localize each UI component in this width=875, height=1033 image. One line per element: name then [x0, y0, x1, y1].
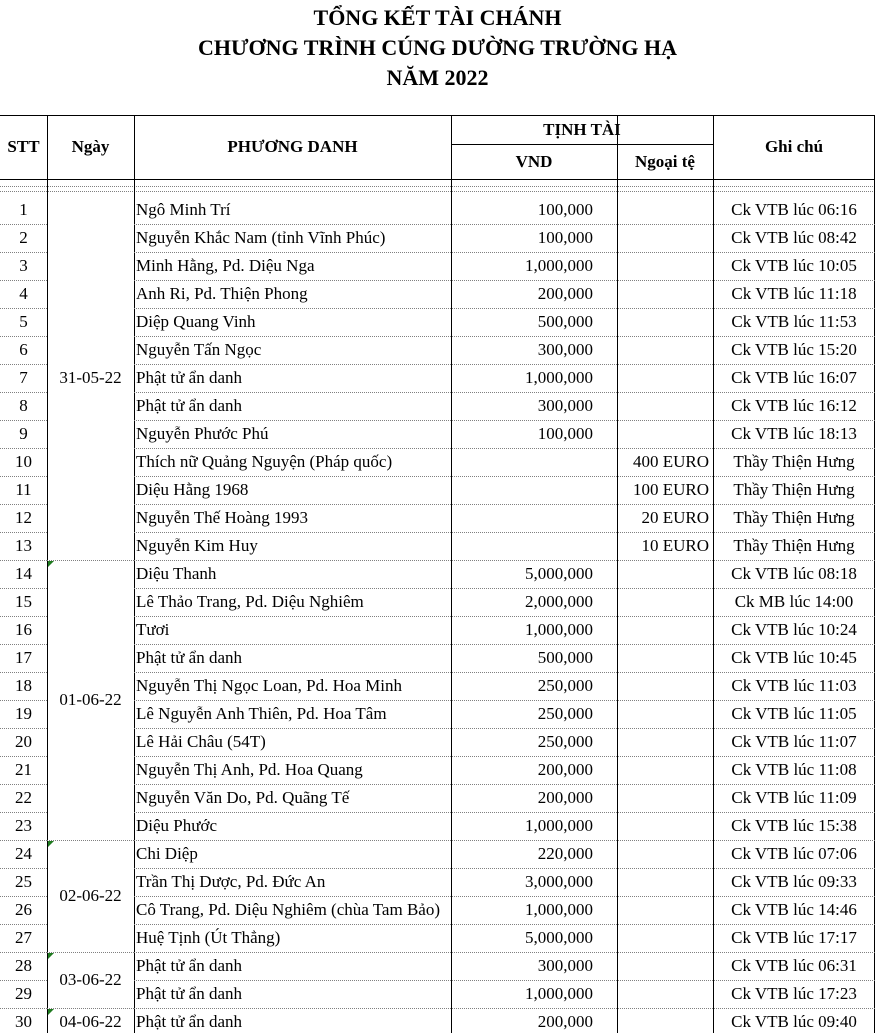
- row-vnd: 220,000: [537, 844, 593, 863]
- row-vnd: 100,000: [537, 228, 593, 247]
- row-name: Trần Thị Dược, Pd. Đức An: [136, 872, 326, 891]
- row-vnd: 300,000: [537, 956, 593, 975]
- row-foreign: [617, 728, 713, 756]
- header-foreign: Ngoại tệ: [635, 151, 695, 171]
- row-stt: 26: [15, 900, 32, 919]
- row-stt: 20: [15, 732, 32, 751]
- row-name: Nguyễn Thế Hoàng 1993: [136, 508, 309, 527]
- row-foreign: 20 EURO: [641, 508, 709, 527]
- row-stt: 5: [19, 312, 28, 331]
- row-note: Ck VTB lúc 10:05: [731, 256, 857, 275]
- comment-indicator-icon: [48, 1009, 54, 1015]
- row-date: 31-05-22: [59, 368, 122, 387]
- row-vnd: 300,000: [537, 340, 593, 359]
- grid-line: [0, 186, 875, 187]
- grid-line: [451, 144, 713, 145]
- row-vnd: 2,000,000: [525, 592, 593, 611]
- row-note: Ck VTB lúc 10:24: [731, 620, 857, 639]
- row-name: Nguyễn Thị Ngọc Loan, Pd. Hoa Minh: [136, 676, 402, 695]
- row-stt: 8: [19, 396, 28, 415]
- comment-indicator-icon: [48, 561, 54, 567]
- row-foreign: [617, 196, 713, 224]
- row-vnd: 500,000: [537, 648, 593, 667]
- row-note: Ck VTB lúc 11:18: [731, 284, 857, 303]
- row-note: Ck VTB lúc 09:33: [731, 872, 857, 891]
- comment-indicator-icon: [48, 953, 54, 959]
- row-foreign: [617, 616, 713, 644]
- row-stt: 22: [15, 788, 32, 807]
- row-date: 04-06-22: [59, 1012, 122, 1031]
- row-foreign: [617, 588, 713, 616]
- row-note: Ck VTB lúc 09:40: [731, 1012, 857, 1031]
- row-foreign: [617, 840, 713, 868]
- donation-table: [0, 115, 875, 1033]
- row-note: Ck VTB lúc 08:42: [731, 228, 857, 247]
- row-note: Ck VTB lúc 17:23: [731, 984, 857, 1003]
- row-note: Ck MB lúc 14:00: [734, 592, 854, 611]
- header-stt: STT: [7, 137, 40, 156]
- row-foreign: [617, 672, 713, 700]
- row-vnd: 3,000,000: [525, 872, 593, 891]
- row-name: Nguyễn Phước Phú: [136, 424, 269, 443]
- row-note: Thầy Thiện Hưng: [733, 536, 855, 555]
- row-name: Phật tử ẩn danh: [136, 984, 243, 1003]
- row-name: Nguyễn Thị Anh, Pd. Hoa Quang: [136, 760, 363, 779]
- row-vnd: 300,000: [537, 396, 593, 415]
- row-stt: 9: [19, 424, 28, 443]
- row-stt: 10: [15, 452, 32, 471]
- row-note: Ck VTB lúc 08:18: [731, 564, 857, 583]
- row-stt: 4: [19, 284, 28, 303]
- row-vnd: 250,000: [537, 704, 593, 723]
- row-vnd: 200,000: [537, 284, 593, 303]
- row-foreign: [617, 784, 713, 812]
- row-stt: 18: [15, 676, 32, 695]
- row-vnd: 200,000: [537, 760, 593, 779]
- header-amount-group: TỊNH TÀI: [543, 119, 621, 139]
- row-vnd: 1,000,000: [525, 816, 593, 835]
- row-vnd: 5,000,000: [525, 564, 593, 583]
- row-stt: 30: [15, 1012, 32, 1031]
- row-name: Diệu Thanh: [136, 564, 217, 583]
- row-foreign: [617, 980, 713, 1008]
- row-note: Thầy Thiện Hưng: [733, 508, 855, 527]
- row-stt: 1: [19, 200, 28, 219]
- row-name: Diệp Quang Vinh: [136, 312, 256, 331]
- row-name: Cô Trang, Pd. Diệu Nghiêm (chùa Tam Bảo): [136, 900, 440, 919]
- row-foreign: [617, 336, 713, 364]
- row-name: Nguyễn Kim Huy: [136, 536, 258, 555]
- row-note: Thầy Thiện Hưng: [733, 480, 855, 499]
- row-name: Nguyễn Văn Do, Pd. Quãng Tế: [136, 788, 350, 807]
- row-note: Ck VTB lúc 06:16: [731, 200, 857, 219]
- row-date: 02-06-22: [59, 886, 122, 905]
- row-stt: 29: [15, 984, 32, 1003]
- row-vnd: 200,000: [537, 1012, 593, 1031]
- row-stt: 3: [19, 256, 28, 275]
- row-foreign: [617, 644, 713, 672]
- row-date: 01-06-22: [59, 690, 122, 709]
- row-stt: 7: [19, 368, 28, 387]
- row-foreign: [617, 952, 713, 980]
- row-note: Thầy Thiện Hưng: [733, 452, 855, 471]
- row-note: Ck VTB lúc 14:46: [731, 900, 857, 919]
- row-foreign: [617, 252, 713, 280]
- row-note: Ck VTB lúc 15:38: [731, 816, 857, 835]
- row-name: Huệ Tịnh (Út Thẳng): [136, 928, 281, 947]
- row-name: Lê Nguyễn Anh Thiên, Pd. Hoa Tâm: [136, 704, 387, 723]
- row-stt: 11: [15, 480, 32, 499]
- row-name: Diệu Phước: [136, 816, 217, 835]
- row-foreign: [617, 756, 713, 784]
- row-name: Diệu Hằng 1968: [136, 480, 249, 499]
- row-foreign: 400 EURO: [632, 452, 709, 471]
- row-vnd: 250,000: [537, 676, 593, 695]
- row-vnd: [451, 448, 617, 476]
- header-note: Ghi chú: [764, 137, 824, 156]
- row-note: Ck VTB lúc 07:06: [731, 844, 857, 863]
- header-date: Ngày: [71, 137, 110, 156]
- grid-line: [0, 191, 875, 192]
- grid-line: [0, 115, 875, 116]
- row-vnd: 1,000,000: [525, 900, 593, 919]
- row-stt: 12: [15, 508, 32, 527]
- row-name: Tươi: [136, 620, 170, 639]
- row-foreign: [617, 560, 713, 588]
- row-stt: 13: [15, 536, 32, 555]
- row-foreign: [617, 700, 713, 728]
- row-note: Ck VTB lúc 11:07: [731, 732, 857, 751]
- row-foreign: [617, 868, 713, 896]
- row-note: Ck VTB lúc 11:08: [731, 760, 857, 779]
- header-name: PHƯƠNG DANH: [227, 137, 358, 156]
- row-stt: 21: [15, 760, 32, 779]
- row-vnd: [451, 532, 617, 560]
- row-vnd: 100,000: [537, 424, 593, 443]
- row-stt: 14: [15, 564, 32, 583]
- row-note: Ck VTB lúc 16:12: [731, 396, 857, 415]
- row-stt: 2: [19, 228, 28, 247]
- row-name: Nguyễn Khắc Nam (tỉnh Vĩnh Phúc): [136, 228, 386, 247]
- row-vnd: [451, 504, 617, 532]
- row-name: Phật tử ẩn danh: [136, 368, 243, 387]
- row-stt: 6: [19, 340, 28, 359]
- row-note: Ck VTB lúc 11:53: [731, 312, 857, 331]
- row-note: Ck VTB lúc 11:03: [731, 676, 857, 695]
- row-foreign: 100 EURO: [632, 480, 709, 499]
- row-foreign: [617, 1008, 713, 1033]
- grid-line: [47, 1008, 134, 1009]
- row-name: Anh Ri, Pd. Thiện Phong: [136, 284, 308, 303]
- row-foreign: [617, 392, 713, 420]
- row-foreign: [617, 280, 713, 308]
- grid-line: [47, 560, 134, 561]
- document-year: NĂM 2022: [386, 65, 489, 90]
- row-vnd: 1,000,000: [525, 984, 593, 1003]
- row-foreign: [617, 224, 713, 252]
- row-name: Chi Diệp: [136, 844, 198, 863]
- row-name: Minh Hằng, Pd. Diệu Nga: [136, 256, 315, 275]
- row-foreign: 10 EURO: [641, 536, 709, 555]
- row-date: 03-06-22: [59, 970, 122, 989]
- row-stt: 23: [15, 816, 32, 835]
- row-name: Lê Hải Châu (54T): [136, 732, 266, 751]
- row-stt: 28: [15, 956, 32, 975]
- row-foreign: [617, 308, 713, 336]
- row-foreign: [617, 924, 713, 952]
- row-vnd: 200,000: [537, 788, 593, 807]
- row-vnd: 500,000: [537, 312, 593, 331]
- row-note: Ck VTB lúc 18:13: [731, 424, 857, 443]
- document-subtitle: CHƯƠNG TRÌNH CÚNG DƯỜNG TRƯỜNG HẠ: [198, 35, 677, 60]
- row-name: Thích nữ Quảng Nguyện (Pháp quốc): [136, 452, 393, 471]
- row-note: Ck VTB lúc 11:05: [731, 704, 857, 723]
- row-note: Ck VTB lúc 10:45: [731, 648, 857, 667]
- row-foreign: [617, 812, 713, 840]
- row-note: Ck VTB lúc 16:07: [731, 368, 857, 387]
- row-name: Phật tử ẩn danh: [136, 1012, 243, 1031]
- row-vnd: 5,000,000: [525, 928, 593, 947]
- row-note: Ck VTB lúc 11:09: [731, 788, 857, 807]
- row-vnd: 250,000: [537, 732, 593, 751]
- row-note: Ck VTB lúc 06:31: [731, 956, 857, 975]
- document-title: TỔNG KẾT TÀI CHÁNH: [313, 5, 562, 30]
- row-vnd: 1,000,000: [525, 620, 593, 639]
- row-vnd: 100,000: [537, 200, 593, 219]
- row-stt: 16: [15, 620, 32, 639]
- row-name: Phật tử ẩn danh: [136, 956, 243, 975]
- row-stt: 17: [15, 648, 32, 667]
- row-foreign: [617, 420, 713, 448]
- row-name: Ngô Minh Trí: [136, 200, 231, 219]
- row-stt: 19: [15, 704, 32, 723]
- grid-line: [47, 840, 134, 841]
- grid-line: [47, 952, 134, 953]
- row-foreign: [617, 896, 713, 924]
- row-vnd: 1,000,000: [525, 368, 593, 387]
- header-vnd: VND: [515, 151, 553, 171]
- grid-line: [0, 179, 875, 180]
- row-stt: 24: [15, 844, 32, 863]
- row-stt: 25: [15, 872, 32, 891]
- comment-indicator-icon: [48, 841, 54, 847]
- row-name: Lê Thảo Trang, Pd. Diệu Nghiêm: [136, 592, 364, 611]
- row-vnd: [451, 476, 617, 504]
- row-foreign: [617, 364, 713, 392]
- row-stt: 27: [15, 928, 32, 947]
- row-name: Phật tử ẩn danh: [136, 396, 243, 415]
- row-stt: 15: [15, 592, 32, 611]
- row-name: Nguyễn Tấn Ngọc: [136, 340, 262, 359]
- row-vnd: 1,000,000: [525, 256, 593, 275]
- row-note: Ck VTB lúc 15:20: [731, 340, 857, 359]
- row-note: Ck VTB lúc 17:17: [731, 928, 857, 947]
- row-name: Phật tử ẩn danh: [136, 648, 243, 667]
